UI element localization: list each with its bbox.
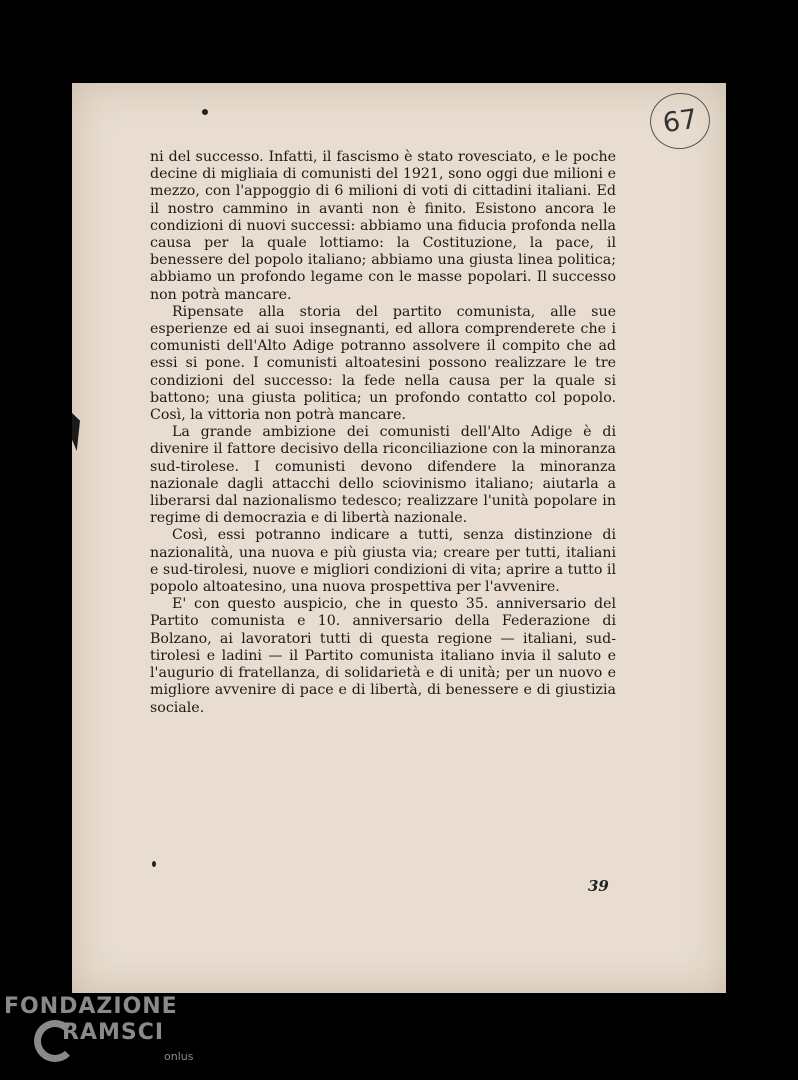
ink-speck — [152, 861, 156, 867]
fondazione-gramsci-logo — [4, 992, 204, 1076]
paragraph: E' con questo auspicio, che in questo 35. anniversario del Partito comunista e 10. anniversario della Federazione di Bolzano, ai lavoratori tutti di questa regione — italiani, sud-tirolesi e ladini — il Partito comunista italiano invia il saluto e l'augurio di fratellanza, di solidarietà e di unità; per un nuovo e migliore avvenire di pace e di libertà, di benessere e di giustizia sociale. — [150, 596, 616, 716]
body-text — [150, 149, 616, 717]
logo-text-line3: onlus — [164, 1050, 194, 1063]
logo-text-line2: RAMSCI — [62, 1020, 165, 1045]
handwritten-page-number: 67 — [646, 89, 713, 153]
paragraph: Ripensate alla storia del partito comunista, alle sue esperienze ed ai suoi insegnanti, ed allora comprenderete che i comunisti dell'Alto Adige potranno assolvere il compito che ad essi si pone. I comunisti altoatesini possono realizzare le tre condizioni del successo: la fede nella causa per la quale si battono; una giusta politica; un profondo contatto col popolo. Così, la vittoria non potrà mancare. — [150, 303, 616, 424]
paragraph: ni del successo. Infatti, il fascismo è stato rovesciato, e le poche decine di migliaia di comunisti del 1921, sono oggi due milioni e mezzo, con l'appoggio di 6 milioni di voti di cittadini italiani. Ed il nostro cammino in avanti non è finito. Esistono ancora le condizioni di nuovi successi: abbiamo una fiducia profonda nella causa per la quale lottiamo: la Costituzione, la pace, il benessere del popolo italiano; abbiamo una giusta linea politica; abbiamo un profondo legame con le masse popolari. Il successo non potrà mancare. — [150, 149, 616, 303]
printed-page-number: 39 — [588, 877, 609, 895]
ink-speck — [202, 109, 208, 115]
logo-text-line1: FONDAZIONE — [4, 994, 178, 1019]
paragraph: La grande ambizione dei comunisti dell'Alto Adige è di divenire il fattore decisivo della riconciliazione con la minoranza sud-tirolese. I comunisti devono difendere la minoranza nazionale dagli attacchi dello sciovinismo italiano; aiutarla a liberarsi dal nazionalismo tedesco; realizzare l'unità popolare in regime di democrazia e di libertà nazionale. — [150, 424, 616, 527]
margin-mark — [72, 413, 80, 451]
document-page — [72, 83, 726, 993]
paragraph: Così, essi potranno indicare a tutti, senza distinzione di nazionalità, una nuova e più giusta via; creare per tutti, italiani e sud-tirolesi, nuove e migliori condizioni di vita; aprire a tutto il popolo altoatesino, una nuova prospettiva per l'avvenire. — [150, 527, 616, 596]
